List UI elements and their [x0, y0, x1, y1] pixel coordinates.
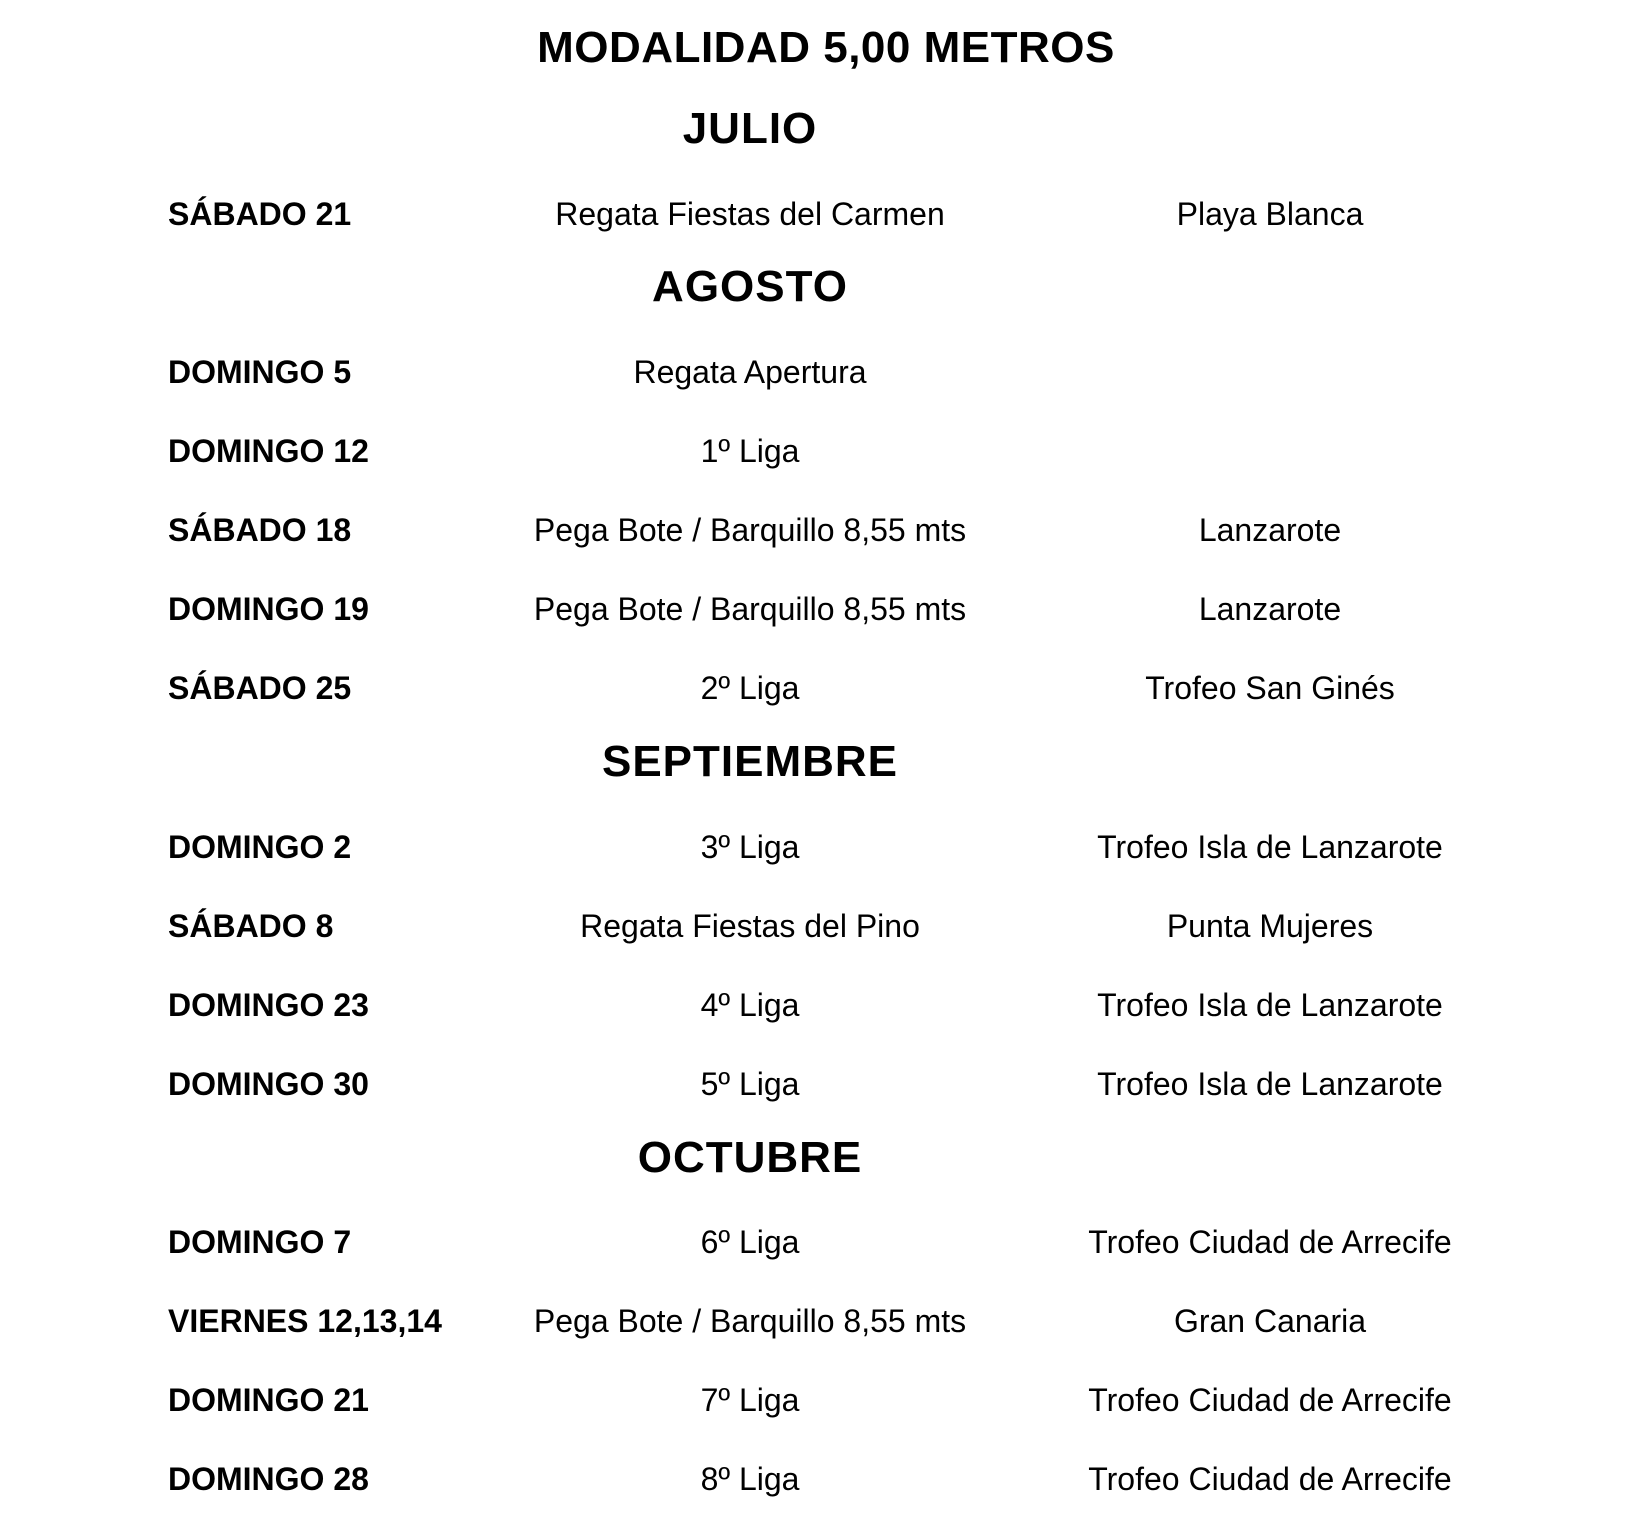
row-event: 4º Liga: [700, 987, 800, 1023]
schedule-row: [0, 827, 1652, 867]
schedule-row: [0, 1459, 1652, 1499]
row-day: SÁBADO 25: [168, 670, 352, 706]
schedule-row: [0, 510, 1652, 550]
schedule-row: [0, 431, 1652, 471]
row-place: Trofeo Ciudad de Arrecife: [1088, 1382, 1452, 1418]
row-day: DOMINGO 5: [168, 354, 352, 390]
row-event: 7º Liga: [700, 1382, 800, 1418]
schedule-row: [0, 589, 1652, 629]
row-day: SÁBADO 18: [168, 512, 352, 548]
row-event: 5º Liga: [700, 1066, 800, 1102]
row-place: Trofeo Ciudad de Arrecife: [1088, 1224, 1452, 1260]
schedule-row: [0, 1380, 1652, 1420]
row-event: Pega Bote / Barquillo 8,55 mts: [533, 512, 967, 548]
page-title: MODALIDAD 5,00 METROS: [537, 23, 1115, 72]
row-event: Pega Bote / Barquillo 8,55 mts: [533, 1303, 967, 1339]
month-heading-julio: JULIO: [682, 104, 818, 153]
row-day: DOMINGO 19: [168, 591, 369, 627]
row-day: VIERNES 12,13,14: [168, 1303, 442, 1339]
row-event: Regata Fiestas del Pino: [580, 908, 920, 944]
month-heading-septiembre: SEPTIEMBRE: [601, 737, 899, 786]
row-event: 1º Liga: [700, 433, 800, 469]
schedule-row: [0, 352, 1652, 392]
row-day: DOMINGO 12: [168, 433, 369, 469]
schedule-row: [0, 906, 1652, 946]
row-event: 6º Liga: [700, 1224, 800, 1260]
row-place: Trofeo Ciudad de Arrecife: [1088, 1461, 1452, 1497]
schedule-row: [0, 668, 1652, 708]
row-place: Trofeo Isla de Lanzarote: [1097, 1066, 1443, 1102]
row-place: Playa Blanca: [1176, 196, 1364, 232]
row-place: Gran Canaria: [1173, 1303, 1367, 1339]
row-event: Regata Fiestas del Carmen: [555, 196, 945, 232]
row-place: Trofeo Isla de Lanzarote: [1097, 987, 1443, 1023]
row-place: Punta Mujeres: [1166, 908, 1374, 944]
row-event: 2º Liga: [700, 670, 800, 706]
row-day: DOMINGO 30: [168, 1066, 369, 1102]
schedule-row: [0, 1064, 1652, 1104]
row-day: SÁBADO 8: [168, 908, 334, 944]
row-place: Trofeo Isla de Lanzarote: [1097, 829, 1443, 865]
month-heading-agosto: AGOSTO: [652, 262, 848, 311]
schedule-row: [0, 1301, 1652, 1341]
row-day: DOMINGO 28: [168, 1461, 369, 1497]
month-heading-octubre: OCTUBRE: [637, 1133, 863, 1182]
row-place: Trofeo San Ginés: [1145, 670, 1395, 706]
row-day: SÁBADO 21: [168, 196, 352, 232]
schedule-row: [0, 194, 1652, 234]
row-day: DOMINGO 7: [168, 1224, 352, 1260]
row-event: Regata Apertura: [633, 354, 867, 390]
schedule-row: [0, 1222, 1652, 1262]
row-place: Lanzarote: [1198, 512, 1342, 548]
row-event: 3º Liga: [700, 829, 800, 865]
row-event: 8º Liga: [700, 1461, 800, 1497]
row-event: Pega Bote / Barquillo 8,55 mts: [533, 591, 967, 627]
row-day: DOMINGO 23: [168, 987, 369, 1023]
row-day: DOMINGO 2: [168, 829, 352, 865]
row-place: Lanzarote: [1198, 591, 1342, 627]
schedule-row: [0, 985, 1652, 1025]
row-day: DOMINGO 21: [168, 1382, 369, 1418]
